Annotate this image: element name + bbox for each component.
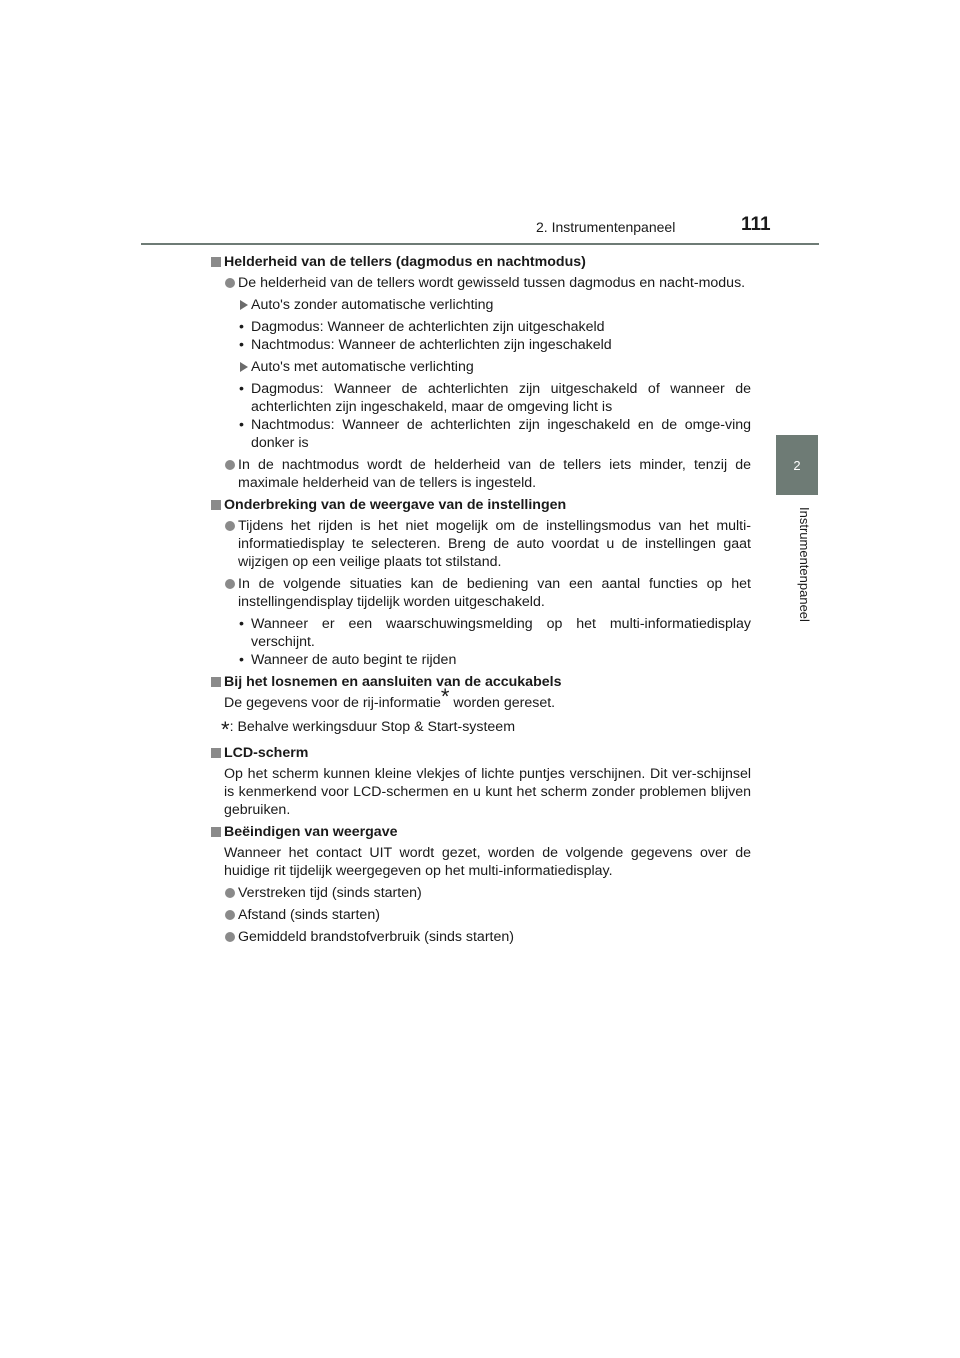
circle-bullet-icon (225, 278, 235, 288)
circle-bullet-icon (225, 888, 235, 898)
section-title: Onderbreking van de weergave van de instellingen (211, 496, 751, 514)
footnote: *: Behalve werkingsduur Stop & Start-systeem (221, 717, 516, 742)
square-bullet-icon (211, 827, 221, 837)
list-item: Gemiddeld brandstofverbruik (sinds starten) (211, 928, 751, 946)
list-item: • Wanneer er een waarschuwingsmelding op het multi-informatiedisplay verschijnt. (239, 616, 751, 650)
header-divider (141, 243, 819, 245)
section-title: Beëindigen van weergave (211, 823, 751, 841)
circle-bullet-icon (225, 579, 235, 589)
paragraph: Op het scherm kunnen kleine vlekjes of lichte puntjes verschijnen. Dit ver-schijnsel is kenmerkend voor LCD-schermen en u kunt het scherm zonder problemen blijven gebruiken. (224, 766, 751, 818)
list-item: Verstreken tijd (sinds starten) (211, 884, 751, 902)
list-item: Afstand (sinds starten) (211, 906, 751, 924)
arrow-right-icon (240, 300, 248, 310)
list-item: In de volgende situaties kan de bediening van een aantal functies op het instellingendisplay tijdelijk worden uitgeschakeld. (211, 575, 751, 611)
list-item: De helderheid van de tellers wordt gewisseld tussen dagmodus en nacht-modus. (211, 274, 751, 292)
section-title: LCD-scherm (211, 744, 751, 762)
page-number: 111 (741, 214, 771, 235)
subheading: Auto's zonder automatische verlichting (211, 296, 751, 314)
list-item: • Nachtmodus: Wanneer de achterlichten zijn ingeschakeld (239, 337, 612, 353)
arrow-right-icon (240, 362, 248, 372)
section-title: Bij het losnemen en aansluiten van de accukabels (211, 673, 751, 691)
chapter-title: 2. Instrumentenpaneel (536, 219, 676, 235)
square-bullet-icon (211, 257, 221, 267)
square-bullet-icon (211, 500, 221, 510)
circle-bullet-icon (225, 460, 235, 470)
footnote-marker: * (440, 684, 450, 710)
list-item: In de nachtmodus wordt de helderheid van de tellers iets minder, tenzij de maximale helderheid van de tellers is ingesteld. (211, 456, 751, 492)
circle-bullet-icon (225, 932, 235, 942)
list-item: • Dagmodus: Wanneer de achterlichten zijn uitgeschakeld of wanneer de achterlichten zijn ingeschakeld, maar de omgeving licht is (239, 381, 751, 415)
chapter-tab[interactable] (776, 435, 818, 495)
circle-bullet-icon (225, 910, 235, 920)
paragraph: De gegevens voor de rij-informatie* worden gereset. (224, 684, 556, 711)
page-content (211, 253, 751, 950)
list-item: Tijdens het rijden is het niet mogelijk om de instellingsmodus van het multi-informatiedisplay te selecteren. Breng de auto voordat u de instellingen gaat wijzigen op een veilige plaats tot stilstand. (211, 517, 751, 571)
subheading: Auto's met automatische verlichting (211, 358, 751, 376)
chapter-tab-label: Instrumentenpaneel (797, 507, 812, 622)
section-title: Helderheid van de tellers (dagmodus en nachtmodus) (211, 253, 751, 271)
list-item: • Wanneer de auto begint te rijden (239, 652, 457, 668)
circle-bullet-icon (225, 521, 235, 531)
paragraph: Wanneer het contact UIT wordt gezet, worden de volgende gegevens over de huidige rit tijdelijk weergegeven op het multi-informatiedisplay. (224, 845, 751, 879)
list-item: • Dagmodus: Wanneer de achterlichten zijn uitgeschakeld (239, 319, 605, 335)
square-bullet-icon (211, 748, 221, 758)
square-bullet-icon (211, 677, 221, 687)
list-item: • Nachtmodus: Wanneer de achterlichten zijn ingeschakeld en de omge-ving donker is (239, 417, 751, 451)
chapter-tab-number: 2 (793, 457, 801, 473)
